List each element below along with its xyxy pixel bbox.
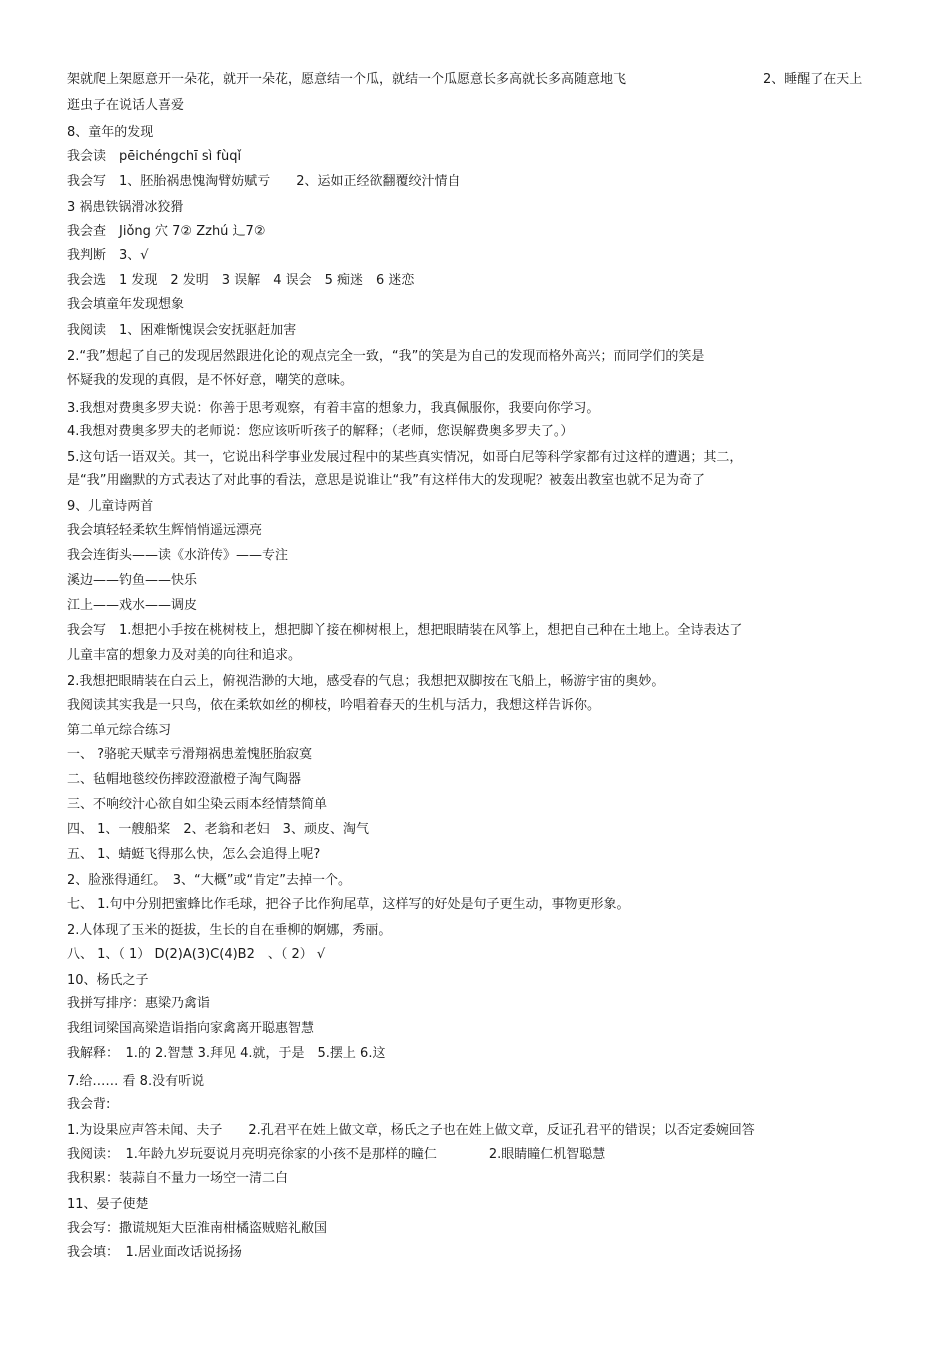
text-line: 五、 1、蜻蜓飞得那么快，怎么会追得上呢? — [67, 847, 321, 862]
section-heading: 8、童年的发现 — [67, 125, 154, 140]
text-line: 我会填轻轻柔软生辉悄悄遥远漂亮 — [67, 523, 263, 538]
text-line: 我组词梁国高梁造诣指向家禽离开聪惠智慧 — [67, 1021, 315, 1036]
section-heading: 第二单元综合练习 — [67, 723, 172, 738]
text-line: 八、 1、（ 1） D(2)A(3)C(4)B2 、（ 2） √ — [67, 947, 326, 962]
text-line: 我会填： 1.居业面改话说扬扬 — [67, 1245, 242, 1260]
text-line: 溪边——钓鱼——快乐 — [67, 573, 198, 588]
text-line: 我会选 1 发现 2 发明 3 误解 4 误会 5 痴迷 6 迷恋 — [67, 273, 415, 288]
text-line: 我会查 Jiǒng 穴 7② Zzhú 辶7② — [67, 224, 266, 239]
top-right-note: 2、睡醒了在天上 — [763, 72, 863, 87]
text-line: 我阅读 1、困难惭愧误会安抚驱赶加害 — [67, 323, 297, 338]
text-line: 儿童丰富的想象力及对美的向往和追求。 — [67, 648, 302, 663]
text-line: 1.为设果应声答未闻、夫子 2.孔君平在姓上做文章，杨氏之子也在姓上做文章，反证孔君平的错误；以否定委婉回答 — [67, 1123, 755, 1138]
text-line: 我会写 1、胚胎祸患愧淘臂妨赋亏 2、运如正经欲翻覆绞汁情自 — [67, 174, 461, 189]
text-line: 七、 1.句中分别把蜜蜂比作毛球，把谷子比作狗尾草，这样写的好处是句子更生动，事物更形象。 — [67, 897, 630, 912]
text-line: 我拼写排序：惠梁乃禽诣 — [67, 996, 211, 1011]
text-line: 三、不响绞汁心欲自如尘染云雨本经情禁简单 — [67, 797, 328, 812]
text-line: 我会写 1.想把小手按在桃树枝上，想把脚丫接在柳树根上，想把眼睛装在风筝上，想把自己种在土地上。全诗表达了 — [67, 623, 743, 638]
text-line: 江上——戏水——调皮 — [67, 598, 198, 613]
text-line: 5.这句话一语双关。其一，它说出科学事业发展过程中的某些真实情况，如哥白尼等科学家都有过这样的遭遇；其二， — [67, 450, 743, 465]
text-line: 我会连街头——读《水浒传》——专注 — [67, 548, 289, 563]
text-line: 我解释： 1.的 2.智慧 3.拜见 4.就，于是 5.摆上 6.这 — [67, 1046, 386, 1061]
text-line: 架就爬上架愿意开一朵花，就开一朵花，愿意结一个瓜，就结一个瓜愿意长多高就长多高随意地飞 — [67, 72, 627, 87]
text-line: 一、 ?骆驼天赋幸亏滑翔祸患羞愧胚胎寂寞 — [67, 747, 313, 762]
text-line: 我会背: — [67, 1097, 111, 1112]
text-line: 我积累：装蒜自不量力一场空一清二白 — [67, 1171, 289, 1186]
section-heading: 11、晏子使楚 — [67, 1197, 149, 1212]
text-line: 4.我想对费奥多罗夫的老师说：您应该听听孩子的解释；（老师，您误解费奥多罗夫了。） — [67, 424, 574, 439]
text-line: 是“我”用幽默的方式表达了对此事的看法，意思是说谁让“我”有这样伟大的发现呢？被轰出教室也就不足为奇了 — [67, 473, 705, 488]
text-line: 我会写：撒谎规矩大臣淮南柑橘盗贼赔礼敝国 — [67, 1221, 328, 1236]
text-line: 四、 1、一艘船桨 2、老翁和老妇 3、顽皮、淘气 — [67, 822, 369, 837]
section-heading: 9、儿童诗两首 — [67, 499, 154, 514]
text-line: 逛虫子在说话人喜爱 — [67, 98, 185, 113]
text-line: 2.人体现了玉米的挺拔，生长的自在垂柳的婀娜，秀丽。 — [67, 923, 392, 938]
text-line: 二、毡帽地毯绞伤摔跤澄澈橙子淘气陶器 — [67, 772, 302, 787]
text-line: 怀疑我的发现的真假，是不怀好意，嘲笑的意味。 — [67, 373, 354, 388]
text-line: 2.“我”想起了自己的发现居然跟进化论的观点完全一致，“我”的笑是为自己的发现而格外高兴；而同学们的笑是 — [67, 349, 705, 364]
text-line: 我阅读其实我是一只鸟，依在柔软如丝的柳枝，吟唱着春天的生机与活力，我想这样告诉你。 — [67, 698, 601, 713]
text-line: 2、脸涨得通红。 3、“大概”或“肯定”去掉一个。 — [67, 873, 351, 888]
text-line: 我会填童年发现想象 — [67, 297, 185, 312]
text-line: 我判断 3、√ — [67, 248, 149, 263]
text-line: 2.我想把眼睛装在白云上，俯视浩渺的大地，感受春的气息；我想把双脚按在飞船上，畅游宇宙的奥妙。 — [67, 674, 665, 689]
text-line: 7.给…… 看 8.没有听说 — [67, 1074, 205, 1089]
text-line: 3.我想对费奥多罗夫说：你善于思考观察，有着丰富的想象力，我真佩服你，我要向你学习。 — [67, 401, 600, 416]
text-line: 我会读 pēichéngchī sì fùqǐ — [67, 149, 242, 164]
section-heading: 10、杨氏之子 — [67, 973, 149, 988]
text-line: 我阅读： 1.年龄九岁玩耍说月亮明亮徐家的小孩不是那样的瞳仁 2.眼睛瞳仁机智聪慧 — [67, 1147, 606, 1162]
text-line: 3 祸患铁锅滑冰狡猾 — [67, 200, 184, 215]
